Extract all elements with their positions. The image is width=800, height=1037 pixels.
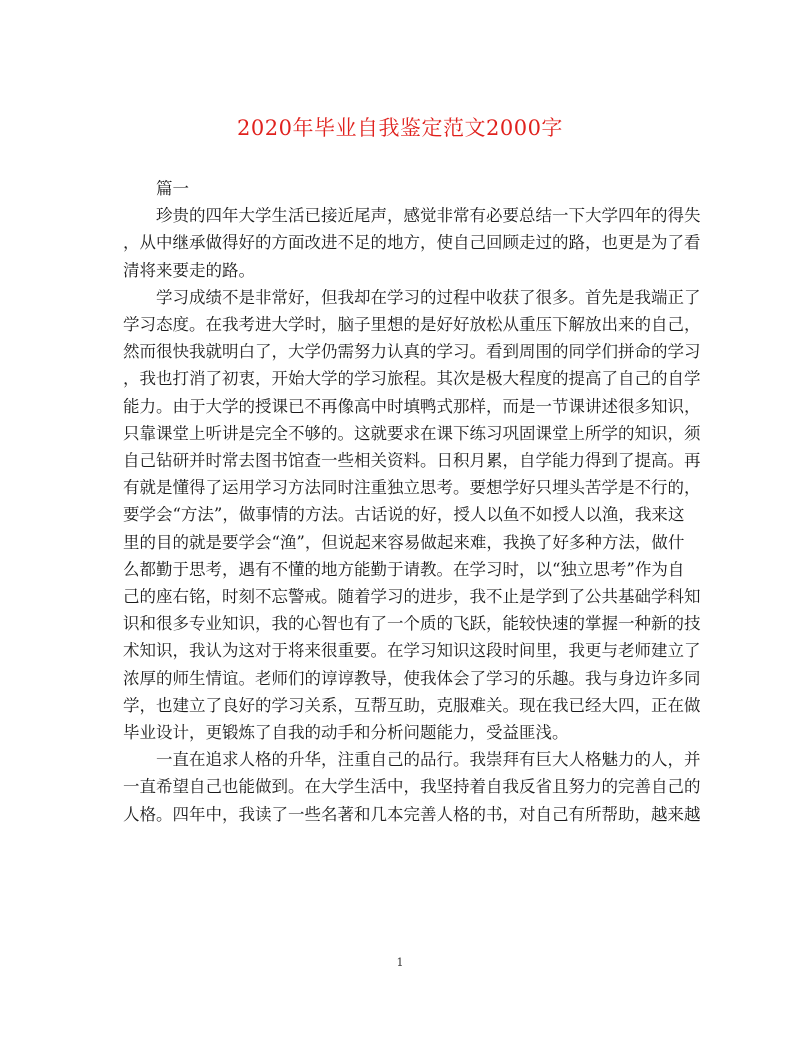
document-body (123, 175, 701, 828)
paragraph-line: 人格。四年中，我读了一些名著和几本完善人格的书，对自己有所帮助，越来越 (123, 804, 701, 824)
paragraph-line: 要学会“方法”，做事情的方法。古话说的好，授人以鱼不如授人以渔，我来这 (123, 505, 685, 525)
paragraph-line: 术知识，我认为这对于将来很重要。在学习知识这段时间里，我更与老师建立了 (123, 641, 701, 661)
paragraph-line: 学习态度。在我考进大学时，脑子里想的是好好放松从重压下解放出来的自己， (123, 315, 701, 335)
paragraph-line: 学，也建立了良好的学习关系，互帮互助，克服难关。现在我已经大四，正在做 (123, 695, 701, 715)
paragraph-line: 里的目的就是要学会“渔”，但说起来容易做起来难，我换了好多种方法，做什 (123, 532, 685, 552)
document-title: 2020年毕业自我鉴定范文2000字 (237, 116, 563, 140)
paragraph-line: 有就是懂得了运用学习方法同时注重独立思考。要想学好只埋头苦学是不行的， (123, 478, 701, 498)
paragraph-line: 自己钻研并时常去图书馆查一些相关资料。日积月累，自学能力得到了提高。再 (123, 451, 701, 471)
paragraph-line: 学习成绩不是非常好，但我却在学习的过程中收获了很多。首先是我端正了 (156, 287, 701, 307)
section-label: 篇一 (156, 179, 189, 198)
paragraph-line: 识和很多专业知识，我的心智也有了一个质的飞跃，能较快速的掌握一种新的技 (123, 614, 701, 634)
paragraph-line: 己的座右铭，时刻不忘警戒。随着学习的进步，我不止是学到了公共基础学科知 (123, 587, 701, 607)
page-number: 1 (396, 956, 404, 969)
paragraph-line: 珍贵的四年大学生活已接近尾声，感觉非常有必要总结一下大学四年的得失 (156, 206, 701, 226)
paragraph (123, 202, 701, 284)
paragraph-list (123, 202, 701, 828)
paragraph-line: 清将来要走的路。 (123, 260, 255, 280)
paragraph-line: 能力。由于大学的授课已不再像高中时填鸭式那样，而是一节课讲述很多知识， (123, 396, 701, 416)
paragraph-line: 毕业设计，更锻炼了自我的动手和分析问题能力，受益匪浅。 (123, 723, 569, 743)
paragraph-line: 然而很快我就明白了，大学仍需努力认真的学习。看到周围的同学们拼命的学习 (123, 342, 701, 362)
paragraph-line: 么都勤于思考，遇有不懂的地方能勤于请教。在学习时，以“独立思考”作为自 (123, 559, 685, 579)
paragraph-line: ，从中继承做得好的方面改进不足的地方，使自己回顾走过的路，也更是为了看 (123, 233, 701, 253)
paragraph-line: ，我也打消了初衷，开始大学的学习旅程。其次是极大程度的提高了自己的自学 (123, 369, 701, 389)
paragraph (123, 284, 701, 746)
paragraph-line: 只靠课堂上听讲是完全不够的。这就要求在课下练习巩固课堂上所学的知识，须 (123, 423, 701, 443)
paragraph-line: 浓厚的师生情谊。老师们的谆谆教导，使我体会了学习的乐趣。我与身边许多同 (123, 668, 701, 688)
paragraph (123, 746, 701, 828)
paragraph-line: 一直希望自己也能做到。在大学生活中，我坚持着自我反省且努力的完善自己的 (123, 777, 701, 797)
paragraph-line: 一直在追求人格的升华，注重自己的品行。我崇拜有巨大人格魅力的人，并 (156, 750, 701, 770)
